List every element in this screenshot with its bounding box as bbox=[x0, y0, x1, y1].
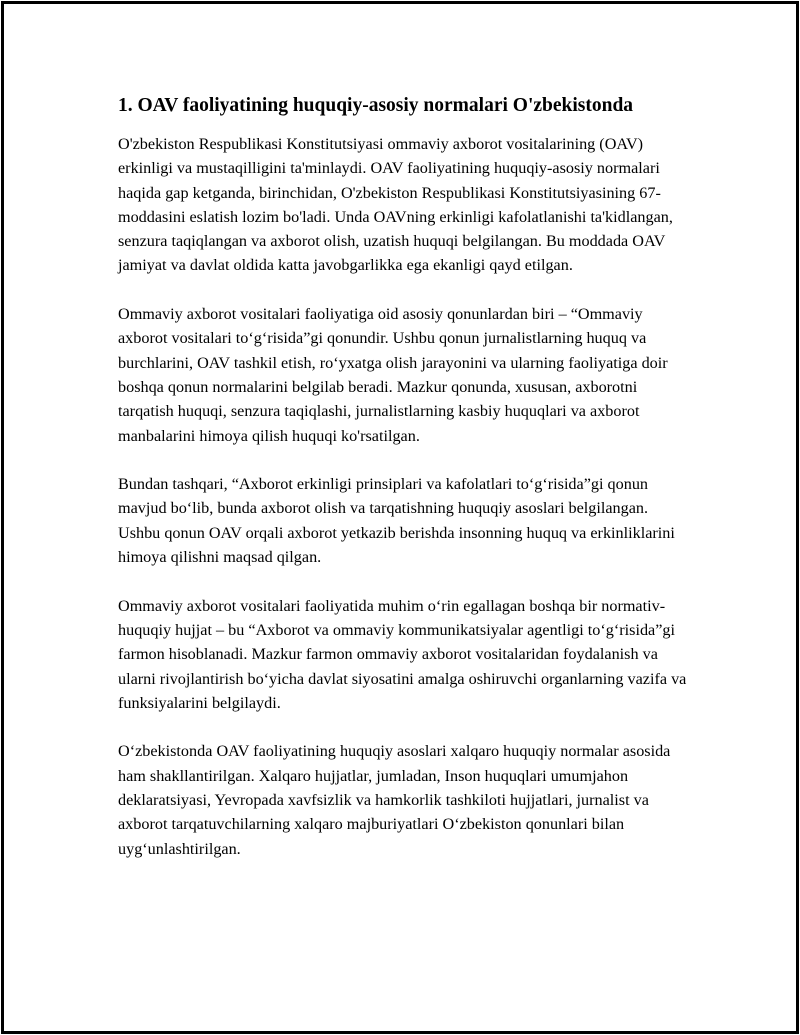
paragraph-1: O'zbekiston Respublikasi Konstitutsiyasi ommaviy axborot vositalarining (OAV) erkinligi va mustaqilligini ta'minlaydi. OAV faoliyatining huquqiy-asosiy normalari haqida gap ketganda, birinchidan, O'zbekiston Respublikasi Konstitutsiyasining 67-moddasini eslatish lozim bo'ladi. Unda OAVning erkinligi kafolatlanishi ta'kidlangan, senzura taqiqlangan va axborot olish, uzatish huquqi belgilangan. Bu moddada OAV jamiyat va davlat oldida katta javobgarlikka ega ekanligi qayd etilgan. bbox=[118, 135, 673, 275]
paragraph-2: Ommaviy axborot vositalari faoliyatiga oid asosiy qonunlardan biri – “Ommaviy axborot vositalari to‘g‘risida”gi qonundir. Ushbu qonun jurnalistlarning huquq va burchlarini, OAV tashkil etish, ro‘yxatga olish jarayonini va ularning faoliyatiga doir boshqa qonun normalarini belgilab beradi. Mazkur qonunda, xususan, axborotni tarqatish huquqi, senzura taqiqlashi, jurnalistlarning kasbiy huquqlari va axborot manbalarini himoya qilish huquqi ko'rsatilgan. bbox=[118, 305, 668, 445]
paragraph-3: Bundan tashqari, “Axborot erkinligi prinsiplari va kafolatlari to‘g‘risida”gi qonun mavjud bo‘lib, bunda axborot olish va tarqatishning huquqiy asoslari belgilangan. Ushbu qonun OAV orqali axborot yetkazib berishda insonning huquq va erkinliklarini himoya qilishni maqsad qilgan. bbox=[118, 475, 675, 567]
document-title: 1. OAV faoliyatining huquqiy-asosiy normalari O'zbekistonda bbox=[118, 95, 634, 116]
document-body bbox=[118, 92, 693, 885]
paragraph-4: Ommaviy axborot vositalari faoliyatida muhim o‘rin egallagan boshqa bir normativ-huquqiy hujjat – bu “Axborot va ommaviy kommunikatsiyalar agentligi to‘g‘risida”gi farmon hisoblanadi. Mazkur farmon ommaviy axborot vositalaridan foydalanish va ularni rivojlantirish bo‘yicha davlat siyosatini amalga oshiruvchi organlarning vazifa va funksiyalarini belgilaydi. bbox=[118, 596, 687, 712]
paragraph-5: O‘zbekistonda OAV faoliyatining huquqiy asoslari xalqaro huquqiy normalar asosida ham shakllantirilgan. Xalqaro hujjatlar, jumladan, Inson huquqlari umumjahon deklaratsiyasi, Yevropada xavfsizlik va hamkorlik tashkiloti hujjatlari, jurnalist va axborot tarqatuvchilarning xalqaro majburiyatlari O‘zbekiston qonunlari bilan uyg‘unlashtirilgan. bbox=[118, 742, 671, 858]
